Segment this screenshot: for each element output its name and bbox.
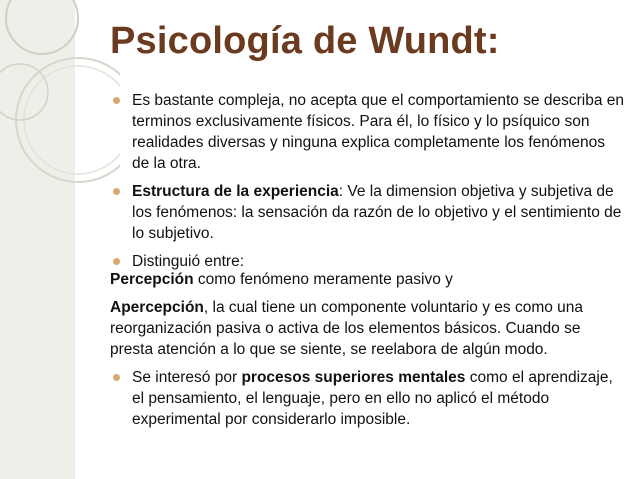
slide-content [110, 90, 625, 279]
bullet-item [110, 90, 625, 174]
bullet-dot-icon [113, 374, 120, 381]
definition-text: , la cual tiene un componente voluntario y es como una reorganización pasiva o activa de los elementos básicos. Cuando se presta atención a lo que se siente, se reelabora de algún modo. [110, 299, 584, 358]
definition-text: como fenómeno meramente pasivo y [193, 271, 453, 288]
decorative-ring [16, 58, 120, 182]
bullet-dot-icon [113, 258, 120, 265]
definition-percepcion [110, 269, 625, 290]
bullet-bold-term: Estructura de la experiencia [132, 183, 339, 200]
bullet-text: Es bastante compleja, no acepta que el comportamiento se describa en terminos exclusivamente físicos. Para él, lo físico y lo psíquico son realidades diversas y ninguna explica completamente los fenómenos de la otra. [132, 92, 624, 172]
bullet-text-prefix: Se interesó por [132, 369, 242, 386]
bullet-bold-term: procesos superiores mentales [241, 369, 466, 386]
decorative-rings [0, 0, 120, 200]
decorative-ring [24, 66, 120, 174]
bullet-dot-icon [113, 188, 120, 195]
definition-term: Percepción [110, 271, 194, 288]
definition-term: Apercepción [110, 299, 204, 316]
bullet-text: Distinguió entre: [132, 253, 245, 270]
bullet-item [110, 367, 625, 430]
bullet-dot-icon [113, 97, 120, 104]
bullet-item [110, 181, 625, 244]
bullet-text: : Ve la dimension objetiva y subjetiva de los fenómenos: la sensación da razón de lo objetivo y el sentimiento de lo subjetivo. [132, 183, 622, 242]
definitions-block [110, 269, 625, 437]
slide-title: Psicología de Wundt: [110, 20, 500, 62]
definition-apercepcion [110, 297, 625, 360]
decorative-ring [6, 0, 78, 54]
bullet-text-suffix: como el aprendizaje, el pensamiento, el lenguaje, pero en ello no aplicó el método experimental por considerarlo imposible. [132, 369, 613, 428]
